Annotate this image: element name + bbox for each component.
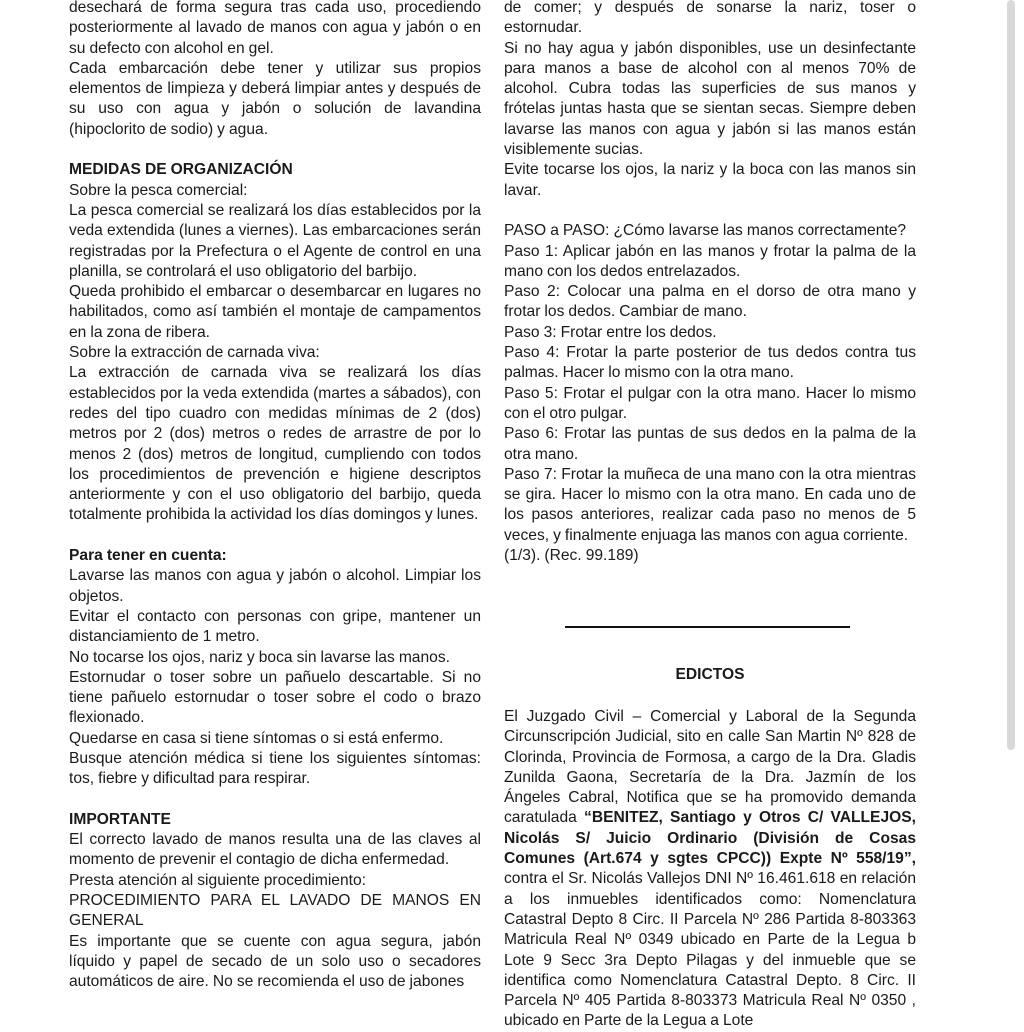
paragraph: La pesca comercial se realizará los días establecidos por la veda extendida (lunes a viernes). Las embarcaciones serán registradas por la Prefectura o el Agente de control en una planilla, se controlará el uso obligatorio del barbijo. bbox=[69, 201, 481, 280]
step-item: Paso 1: Aplicar jabón en las manos y frotar la palma de la mano con los dedos entrelazados. bbox=[504, 242, 916, 280]
paragraph: Lavarse las manos con agua y jabón o alcohol. Limpiar los objetos. bbox=[69, 567, 481, 605]
edict-paragraph bbox=[504, 707, 916, 1032]
edict-text-continued: contra el Sr. Nicolás Vallejos DNI Nº 16.461.618 en relación a los inmuebles identificados como: Nomenclatura Catastral Depto 8 Circ. II Parcela Nº 286 Partida 8-803363 Matricula Real Nº 0349 ubicado en Parte de la Legua b Lote 9 Secc 3ra Depto Pilagas y del inmueble que se identifica como Nomenclatura Catastral Depto. 8 Circ. II Parcela Nº 405 Partida 8-803373 Matricula Real Nº 0350 , ubicado en Parte de la Legua a Lote bbox=[504, 870, 916, 1030]
left-column bbox=[69, 0, 481, 993]
paragraph: Sobre la pesca comercial: bbox=[69, 181, 248, 199]
reference-note: (1/3). (Rec. 99.189) bbox=[504, 547, 639, 565]
paragraph: Evitar el contacto con personas con gripe, mantener un distanciamiento de 1 metro. bbox=[69, 607, 481, 646]
edictos-body bbox=[504, 707, 916, 1032]
paragraph: desechará de forma segura tras cada uso, procediendo posteriormente al lavado de manos con agua y jabón o en su defecto con alcohol en gel. bbox=[69, 0, 481, 57]
right-column bbox=[504, 0, 916, 566]
paragraph: Es importante que se cuente con agua segura, jabón líquido y papel de secado de un solo uso o secadores automáticos de aire. No se recomienda el uso de jabones bbox=[69, 932, 481, 991]
step-item: Paso 5: Frotar el pulgar con la otra mano. Hacer lo mismo con el otro pulgar. bbox=[504, 384, 916, 422]
paragraph: Quedarse en casa si tiene síntomas o si está enfermo. bbox=[69, 729, 444, 747]
step-item: Paso 7: Frotar la muñeca de una mano con la otra mientras se gira. Hacer lo mismo con la otra mano. En cada uno de los pasos anteriores, realizar cada paso no menos de 5 veces, y finalmente enjuaga las manos con agua corriente. bbox=[504, 465, 916, 544]
step-item: Paso 6: Frotar las puntas de sus dedos en la palma de la otra mano. bbox=[504, 425, 916, 463]
paragraph: El correcto lavado de manos resulta una de las claves al momento de prevenir el contagio de dicha enfermedad. bbox=[69, 831, 481, 869]
section-heading-organizacion: MEDIDAS DE ORGANIZACIÓN bbox=[69, 161, 293, 179]
step-item: Paso 2: Colocar una palma en el dorso de otra mano y frotar los dedos. Cambiar de mano. bbox=[504, 283, 916, 321]
edict-case-title: “BENITEZ, Santiago y Otros C/ VALLEJOS, Nicolás S/ Juicio Ordinario (División de Cosas Comunes (Art.674 y sgtes CPCC)) Expte Nº 558/19”, bbox=[504, 809, 916, 868]
edictos-heading: EDICTOS bbox=[675, 666, 745, 683]
step-item: Paso 3: Frotar entre los dedos. bbox=[504, 323, 717, 341]
paragraph: PROCEDIMIENTO PARA EL LAVADO DE MANOS EN GENERAL bbox=[69, 892, 481, 930]
edict-text: El Juzgado Civil – Comercial y Laboral de la Segunda Circunscripción Judicial, sito en calle San Martin Nº 828 de Clorinda, Provincia de Formosa, a cargo de la Dra. Gladis Zunilda Gaona, Secretaría de la Dra. Jazmín de los Ángeles Cabral, Notifica que se ha promovido demanda caratulada bbox=[504, 708, 916, 827]
paragraph: Evite tocarse los ojos, la nariz y la boca con las manos sin lavar. bbox=[504, 161, 916, 199]
paragraph: Presta atención al siguiente procedimiento: bbox=[69, 871, 366, 889]
section-divider bbox=[565, 626, 850, 628]
paragraph: Cada embarcación debe tener y utilizar sus propios elementos de limpieza y deberá limpiar antes y después de su uso con agua y jabón o solución de lavandina (hipoclorito de sodio) y agua. bbox=[69, 59, 481, 138]
paragraph: Busque atención médica si tiene los siguientes síntomas: tos, fiebre y dificultad para respirar. bbox=[69, 749, 481, 788]
paragraph: Sobre la extracción de carnada viva: bbox=[69, 344, 320, 362]
steps-title: PASO a PASO: ¿Cómo lavarse las manos correctamente? bbox=[504, 222, 907, 240]
section-heading-tener-en-cuenta: Para tener en cuenta: bbox=[69, 547, 227, 565]
paragraph: Estornudar o toser sobre un pañuelo descartable. Si no tiene pañuelo estornudar o toser sobre el codo o brazo flexionado. bbox=[69, 668, 481, 727]
paragraph: Queda prohibido el embarcar o desembarcar en lugares no habilitados, como así también el montaje de campamentos en la zona de ribera. bbox=[69, 283, 481, 341]
paragraph: No tocarse los ojos, nariz y boca sin lavarse las manos. bbox=[69, 648, 450, 666]
scrollbar[interactable] bbox=[1007, 0, 1015, 750]
step-item: Paso 4: Frotar la parte posterior de tus dedos contra tus palmas. Hacer lo mismo con la otra mano. bbox=[504, 344, 916, 382]
paragraph: de comer; y después de sonarse la nariz, toser o estornudar. bbox=[504, 0, 916, 37]
paragraph: Si no hay agua y jabón disponibles, use un desinfectante para manos a base de alcohol con al menos 70% de alcohol. Cubra todas las superficies de sus manos y frótelas juntas hasta que se sientan secas. Siempre deben lavarse las manos con agua y jabón si las manos están visiblemente sucias. bbox=[504, 39, 916, 159]
paragraph: La extracción de carnada viva se realizará los días establecidos por la veda extendida (martes a sábados), con redes del tipo cuadro con medidas mínimas de 2 (dos) metros por 2 (dos) metros o redes de arrastre de por lo menos 2 (dos) metros de longitud, cumpliendo con todos los procedimientos de prevención e higiene descriptos anteriormente y con el uso obligatorio del barbijo, queda totalmente prohibida la actividad los días domingos y lunes. bbox=[69, 364, 481, 524]
section-heading-importante: IMPORTANTE bbox=[69, 810, 171, 828]
